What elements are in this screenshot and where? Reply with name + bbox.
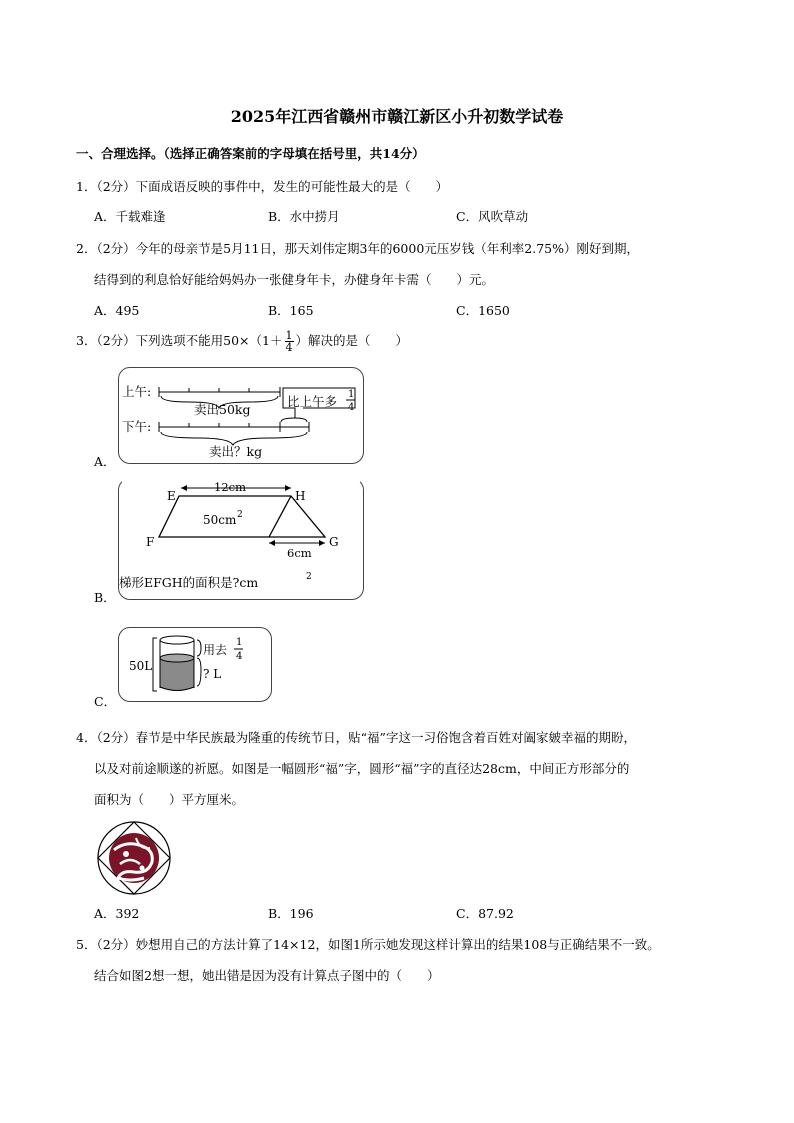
svg-text:? L: ? L — [203, 667, 222, 681]
q3-fraction: $\frac{1}{4}$ — [285, 329, 293, 354]
q3-option-a-figure — [118, 367, 364, 464]
q2-option-a: A．495 — [94, 303, 140, 318]
svg-text:比上午多: 比上午多 — [287, 394, 338, 409]
q4-option-c: C．87.92 — [456, 906, 514, 921]
q4-option-a: A．392 — [94, 906, 140, 921]
q3-option-b-label: B． — [94, 590, 116, 605]
question-1-text: 1．（2分）下面成语反映的事件中，发生的可能性最大的是（ ） — [76, 179, 449, 194]
circle-square-diagram — [96, 820, 172, 896]
svg-text:卖出50kg: 卖出50kg — [194, 402, 251, 417]
svg-text:2: 2 — [306, 572, 312, 582]
q1-option-c: C．风吹草动 — [456, 209, 529, 224]
svg-text:6cm: 6cm — [287, 546, 312, 560]
q3-text-pre: 3．（2分）下列选项不能用50×（1＋ — [76, 333, 283, 348]
q1-option-a: A．千载难逢 — [94, 209, 166, 224]
q2-option-c: C．1650 — [456, 303, 510, 318]
svg-text:H: H — [295, 489, 306, 503]
svg-text:4: 4 — [348, 402, 355, 413]
question-4-line1: 4．（2分）春节是中华民族最为隆重的传统节日，贴“福”字这一习俗饱含着百姓对阖家皴幸福的期盼， — [76, 730, 636, 745]
question-2-line2: 结得到的利息恰好能给妈妈办一张健身年卡，办健身年卡需（ ）元。 — [94, 272, 495, 287]
section-heading: 一、合理选择。（选择正确答案前的字母填在括号里，共14分） — [76, 146, 425, 161]
svg-text:下午:: 下午: — [122, 419, 152, 434]
svg-text:4: 4 — [236, 651, 243, 662]
svg-text:用去: 用去 — [203, 643, 228, 657]
question-3-text — [76, 330, 408, 353]
svg-text:1: 1 — [348, 389, 355, 400]
page-title: 2025年江西省赣州市赣江新区小升初数学试卷 — [230, 107, 564, 126]
bar-model-diagram — [119, 368, 363, 463]
question-4-line2: 以及对前途顺遂的祈愿。如图是一幅圆形“福”字，圆形“福”字的直径达28cm，中间正方形部分的 — [94, 761, 630, 776]
q3-option-b-figure — [118, 478, 364, 600]
q3-option-c-figure — [118, 627, 272, 702]
svg-text:G: G — [329, 535, 339, 549]
q3-option-c-label: C． — [94, 694, 117, 709]
question-4-line3: 面积为（ ）平方厘米。 — [94, 792, 245, 807]
q4-option-b: B．196 — [268, 906, 314, 921]
svg-text:F: F — [146, 535, 155, 549]
svg-text:梯形EFGH的面积是?cm: 梯形EFGH的面积是?cm — [119, 575, 259, 590]
svg-text:12cm: 12cm — [214, 480, 246, 494]
svg-text:1: 1 — [236, 637, 243, 648]
q2-option-b: B．165 — [268, 303, 314, 318]
cylinder-diagram — [119, 628, 271, 701]
fu-character-figure — [96, 820, 172, 896]
q1-option-b: B．水中捞月 — [268, 209, 340, 224]
question-5-line1: 5．（2分）妙想用自己的方法计算了14×12，如图1所示她发现这样计算出的结果108与正确结果不一致。 — [76, 937, 660, 952]
question-5-line2: 结合如图2想一想，她出错是因为没有计算点子图中的（ ） — [94, 968, 440, 983]
trapezoid-diagram — [119, 479, 363, 599]
svg-text:2: 2 — [237, 510, 243, 520]
svg-text:50cm: 50cm — [203, 513, 237, 527]
svg-text:50L: 50L — [129, 659, 153, 673]
svg-text:上午:: 上午: — [122, 384, 152, 399]
svg-text:E: E — [167, 489, 176, 503]
q3-option-a-label: A． — [94, 454, 116, 469]
question-2-line1: 2．（2分）今年的母亲节是5月11日，那天刘伟定期3年的6000元压岁钱（年利率2.75%）刚好到期， — [76, 241, 639, 256]
q3-text-post: ）解决的是（ ） — [295, 333, 409, 348]
svg-text:卖出？kg: 卖出？kg — [209, 444, 263, 459]
